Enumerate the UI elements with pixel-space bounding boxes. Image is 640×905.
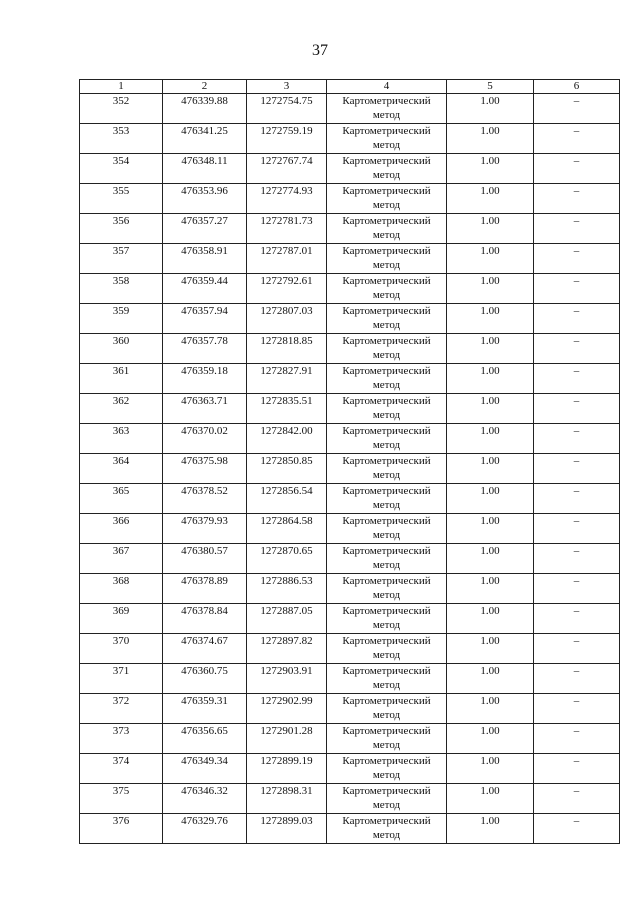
point-number-cell: 374 (80, 754, 163, 784)
method-line-2: метод (372, 559, 401, 571)
x-coordinate-cell: 476359.44 (163, 274, 247, 304)
method-cell (327, 454, 447, 484)
point-number-cell: 369 (80, 604, 163, 634)
note-cell: – (534, 784, 620, 814)
accuracy-cell: 1.00 (447, 274, 534, 304)
table-row (80, 634, 620, 664)
method-line-2: метод (372, 139, 401, 151)
method-line-1: Картометрический (342, 545, 431, 557)
point-number-cell: 375 (80, 784, 163, 814)
method-line-2: метод (372, 319, 401, 331)
method-cell (327, 814, 447, 844)
method-cell (327, 754, 447, 784)
method-line-1: Картометрический (342, 155, 431, 167)
table-row (80, 544, 620, 574)
table-row (80, 574, 620, 604)
x-coordinate-cell: 476375.98 (163, 454, 247, 484)
column-header-5: 5 (447, 80, 534, 94)
point-number-cell: 358 (80, 274, 163, 304)
note-cell: – (534, 364, 620, 394)
column-header-4: 4 (327, 80, 447, 94)
method-line-2: метод (372, 649, 401, 661)
accuracy-cell: 1.00 (447, 364, 534, 394)
column-header-1: 1 (80, 80, 163, 94)
method-cell (327, 244, 447, 274)
accuracy-cell: 1.00 (447, 484, 534, 514)
method-cell (327, 394, 447, 424)
y-coordinate-cell: 1272818.85 (247, 334, 327, 364)
table-row (80, 364, 620, 394)
y-coordinate-cell: 1272759.19 (247, 124, 327, 154)
note-cell: – (534, 424, 620, 454)
method-cell (327, 94, 447, 124)
table-row (80, 484, 620, 514)
point-number-cell: 360 (80, 334, 163, 364)
table-row (80, 754, 620, 784)
x-coordinate-cell: 476378.84 (163, 604, 247, 634)
point-number-cell: 372 (80, 694, 163, 724)
method-line-1: Картометрический (342, 695, 431, 707)
accuracy-cell: 1.00 (447, 784, 534, 814)
point-number-cell: 357 (80, 244, 163, 274)
note-cell: – (534, 544, 620, 574)
point-number-cell: 361 (80, 364, 163, 394)
method-line-1: Картометрический (342, 395, 431, 407)
note-cell: – (534, 184, 620, 214)
table-row (80, 124, 620, 154)
note-cell: – (534, 604, 620, 634)
accuracy-cell: 1.00 (447, 184, 534, 214)
coordinates-table (79, 79, 620, 844)
accuracy-cell: 1.00 (447, 94, 534, 124)
method-cell (327, 574, 447, 604)
y-coordinate-cell: 1272899.03 (247, 814, 327, 844)
accuracy-cell: 1.00 (447, 454, 534, 484)
table-row (80, 814, 620, 844)
method-line-2: метод (372, 439, 401, 451)
y-coordinate-cell: 1272754.75 (247, 94, 327, 124)
method-line-2: метод (372, 379, 401, 391)
method-line-1: Картометрический (342, 245, 431, 257)
x-coordinate-cell: 476370.02 (163, 424, 247, 454)
table-row (80, 424, 620, 454)
method-cell (327, 544, 447, 574)
table-row (80, 694, 620, 724)
x-coordinate-cell: 476353.96 (163, 184, 247, 214)
method-cell (327, 604, 447, 634)
method-line-1: Картометрический (342, 455, 431, 467)
accuracy-cell: 1.00 (447, 244, 534, 274)
method-line-1: Картометрический (342, 515, 431, 527)
x-coordinate-cell: 476378.89 (163, 574, 247, 604)
accuracy-cell: 1.00 (447, 544, 534, 574)
y-coordinate-cell: 1272903.91 (247, 664, 327, 694)
accuracy-cell: 1.00 (447, 514, 534, 544)
point-number-cell: 353 (80, 124, 163, 154)
method-line-2: метод (372, 739, 401, 751)
y-coordinate-cell: 1272807.03 (247, 304, 327, 334)
method-line-2: метод (372, 799, 401, 811)
point-number-cell: 352 (80, 94, 163, 124)
y-coordinate-cell: 1272898.31 (247, 784, 327, 814)
method-cell (327, 364, 447, 394)
note-cell: – (534, 334, 620, 364)
method-line-2: метод (372, 469, 401, 481)
method-cell (327, 514, 447, 544)
y-coordinate-cell: 1272887.05 (247, 604, 327, 634)
method-line-2: метод (372, 679, 401, 691)
y-coordinate-cell: 1272902.99 (247, 694, 327, 724)
x-coordinate-cell: 476349.34 (163, 754, 247, 784)
accuracy-cell: 1.00 (447, 214, 534, 244)
method-cell (327, 184, 447, 214)
method-line-2: метод (372, 529, 401, 541)
table-row (80, 94, 620, 124)
table-row (80, 154, 620, 184)
y-coordinate-cell: 1272787.01 (247, 244, 327, 274)
y-coordinate-cell: 1272827.91 (247, 364, 327, 394)
x-coordinate-cell: 476341.25 (163, 124, 247, 154)
point-number-cell: 368 (80, 574, 163, 604)
point-number-cell: 359 (80, 304, 163, 334)
point-number-cell: 376 (80, 814, 163, 844)
note-cell: – (534, 124, 620, 154)
y-coordinate-cell: 1272767.74 (247, 154, 327, 184)
point-number-cell: 366 (80, 514, 163, 544)
note-cell: – (534, 244, 620, 274)
y-coordinate-cell: 1272835.51 (247, 394, 327, 424)
table-row (80, 514, 620, 544)
table-row (80, 394, 620, 424)
method-cell (327, 274, 447, 304)
method-cell (327, 214, 447, 244)
table-row (80, 334, 620, 364)
method-line-2: метод (372, 259, 401, 271)
table-header-row (80, 80, 620, 94)
y-coordinate-cell: 1272842.00 (247, 424, 327, 454)
method-line-2: метод (372, 229, 401, 241)
column-header-3: 3 (247, 80, 327, 94)
table-row (80, 664, 620, 694)
method-line-2: метод (372, 109, 401, 121)
method-cell (327, 694, 447, 724)
method-cell (327, 664, 447, 694)
point-number-cell: 371 (80, 664, 163, 694)
accuracy-cell: 1.00 (447, 664, 534, 694)
point-number-cell: 370 (80, 634, 163, 664)
x-coordinate-cell: 476378.52 (163, 484, 247, 514)
x-coordinate-cell: 476374.67 (163, 634, 247, 664)
method-line-2: метод (372, 199, 401, 211)
x-coordinate-cell: 476379.93 (163, 514, 247, 544)
method-line-1: Картометрический (342, 425, 431, 437)
x-coordinate-cell: 476357.78 (163, 334, 247, 364)
page-number: 37 (312, 42, 328, 59)
method-cell (327, 634, 447, 664)
note-cell: – (534, 94, 620, 124)
method-line-1: Картометрический (342, 575, 431, 587)
method-line-1: Картометрический (342, 635, 431, 647)
note-cell: – (534, 634, 620, 664)
table-row (80, 724, 620, 754)
method-line-1: Картометрический (342, 125, 431, 137)
x-coordinate-cell: 476359.31 (163, 694, 247, 724)
accuracy-cell: 1.00 (447, 424, 534, 454)
method-line-2: метод (372, 409, 401, 421)
method-cell (327, 784, 447, 814)
x-coordinate-cell: 476346.32 (163, 784, 247, 814)
note-cell: – (534, 814, 620, 844)
accuracy-cell: 1.00 (447, 634, 534, 664)
accuracy-cell: 1.00 (447, 154, 534, 184)
column-header-2: 2 (163, 80, 247, 94)
point-number-cell: 365 (80, 484, 163, 514)
table-row (80, 244, 620, 274)
method-line-1: Картометрический (342, 725, 431, 737)
method-line-1: Картометрический (342, 785, 431, 797)
point-number-cell: 373 (80, 724, 163, 754)
y-coordinate-cell: 1272864.58 (247, 514, 327, 544)
note-cell: – (534, 154, 620, 184)
accuracy-cell: 1.00 (447, 334, 534, 364)
method-line-2: метод (372, 589, 401, 601)
point-number-cell: 362 (80, 394, 163, 424)
table-row (80, 214, 620, 244)
method-line-1: Картометрический (342, 335, 431, 347)
point-number-cell: 367 (80, 544, 163, 574)
y-coordinate-cell: 1272899.19 (247, 754, 327, 784)
y-coordinate-cell: 1272792.61 (247, 274, 327, 304)
accuracy-cell: 1.00 (447, 604, 534, 634)
point-number-cell: 355 (80, 184, 163, 214)
method-line-2: метод (372, 289, 401, 301)
note-cell: – (534, 484, 620, 514)
method-cell (327, 724, 447, 754)
method-cell (327, 124, 447, 154)
method-line-2: метод (372, 499, 401, 511)
accuracy-cell: 1.00 (447, 304, 534, 334)
method-line-1: Картометрический (342, 665, 431, 677)
table-row (80, 454, 620, 484)
method-line-2: метод (372, 619, 401, 631)
method-line-2: метод (372, 829, 401, 841)
x-coordinate-cell: 476358.91 (163, 244, 247, 274)
table-row (80, 304, 620, 334)
note-cell: – (534, 724, 620, 754)
x-coordinate-cell: 476339.88 (163, 94, 247, 124)
x-coordinate-cell: 476359.18 (163, 364, 247, 394)
accuracy-cell: 1.00 (447, 574, 534, 604)
note-cell: – (534, 574, 620, 604)
point-number-cell: 356 (80, 214, 163, 244)
x-coordinate-cell: 476357.27 (163, 214, 247, 244)
y-coordinate-cell: 1272901.28 (247, 724, 327, 754)
method-cell (327, 154, 447, 184)
y-coordinate-cell: 1272781.73 (247, 214, 327, 244)
note-cell: – (534, 694, 620, 724)
accuracy-cell: 1.00 (447, 754, 534, 784)
method-cell (327, 334, 447, 364)
note-cell: – (534, 274, 620, 304)
x-coordinate-cell: 476380.57 (163, 544, 247, 574)
note-cell: – (534, 394, 620, 424)
method-line-1: Картометрический (342, 95, 431, 107)
method-line-1: Картометрический (342, 185, 431, 197)
method-line-2: метод (372, 169, 401, 181)
method-line-1: Картометрический (342, 755, 431, 767)
method-line-1: Картометрический (342, 305, 431, 317)
x-coordinate-cell: 476329.76 (163, 814, 247, 844)
table-row (80, 784, 620, 814)
accuracy-cell: 1.00 (447, 394, 534, 424)
method-line-1: Картометрический (342, 815, 431, 827)
x-coordinate-cell: 476348.11 (163, 154, 247, 184)
method-line-1: Картометрический (342, 485, 431, 497)
method-line-1: Картометрический (342, 365, 431, 377)
y-coordinate-cell: 1272856.54 (247, 484, 327, 514)
y-coordinate-cell: 1272870.65 (247, 544, 327, 574)
method-line-2: метод (372, 769, 401, 781)
note-cell: – (534, 214, 620, 244)
x-coordinate-cell: 476357.94 (163, 304, 247, 334)
accuracy-cell: 1.00 (447, 694, 534, 724)
y-coordinate-cell: 1272850.85 (247, 454, 327, 484)
x-coordinate-cell: 476356.65 (163, 724, 247, 754)
point-number-cell: 354 (80, 154, 163, 184)
method-line-1: Картометрический (342, 275, 431, 287)
x-coordinate-cell: 476363.71 (163, 394, 247, 424)
point-number-cell: 364 (80, 454, 163, 484)
method-cell (327, 424, 447, 454)
note-cell: – (534, 304, 620, 334)
note-cell: – (534, 514, 620, 544)
note-cell: – (534, 664, 620, 694)
y-coordinate-cell: 1272774.93 (247, 184, 327, 214)
method-line-2: метод (372, 349, 401, 361)
table-row (80, 604, 620, 634)
method-line-2: метод (372, 709, 401, 721)
method-cell (327, 304, 447, 334)
method-cell (327, 484, 447, 514)
note-cell: – (534, 454, 620, 484)
x-coordinate-cell: 476360.75 (163, 664, 247, 694)
accuracy-cell: 1.00 (447, 724, 534, 754)
table-body (80, 94, 620, 844)
accuracy-cell: 1.00 (447, 124, 534, 154)
column-header-6: 6 (534, 80, 620, 94)
method-line-1: Картометрический (342, 605, 431, 617)
method-line-1: Картометрический (342, 215, 431, 227)
accuracy-cell: 1.00 (447, 814, 534, 844)
table-row (80, 274, 620, 304)
y-coordinate-cell: 1272886.53 (247, 574, 327, 604)
table-row (80, 184, 620, 214)
note-cell: – (534, 754, 620, 784)
point-number-cell: 363 (80, 424, 163, 454)
y-coordinate-cell: 1272897.82 (247, 634, 327, 664)
